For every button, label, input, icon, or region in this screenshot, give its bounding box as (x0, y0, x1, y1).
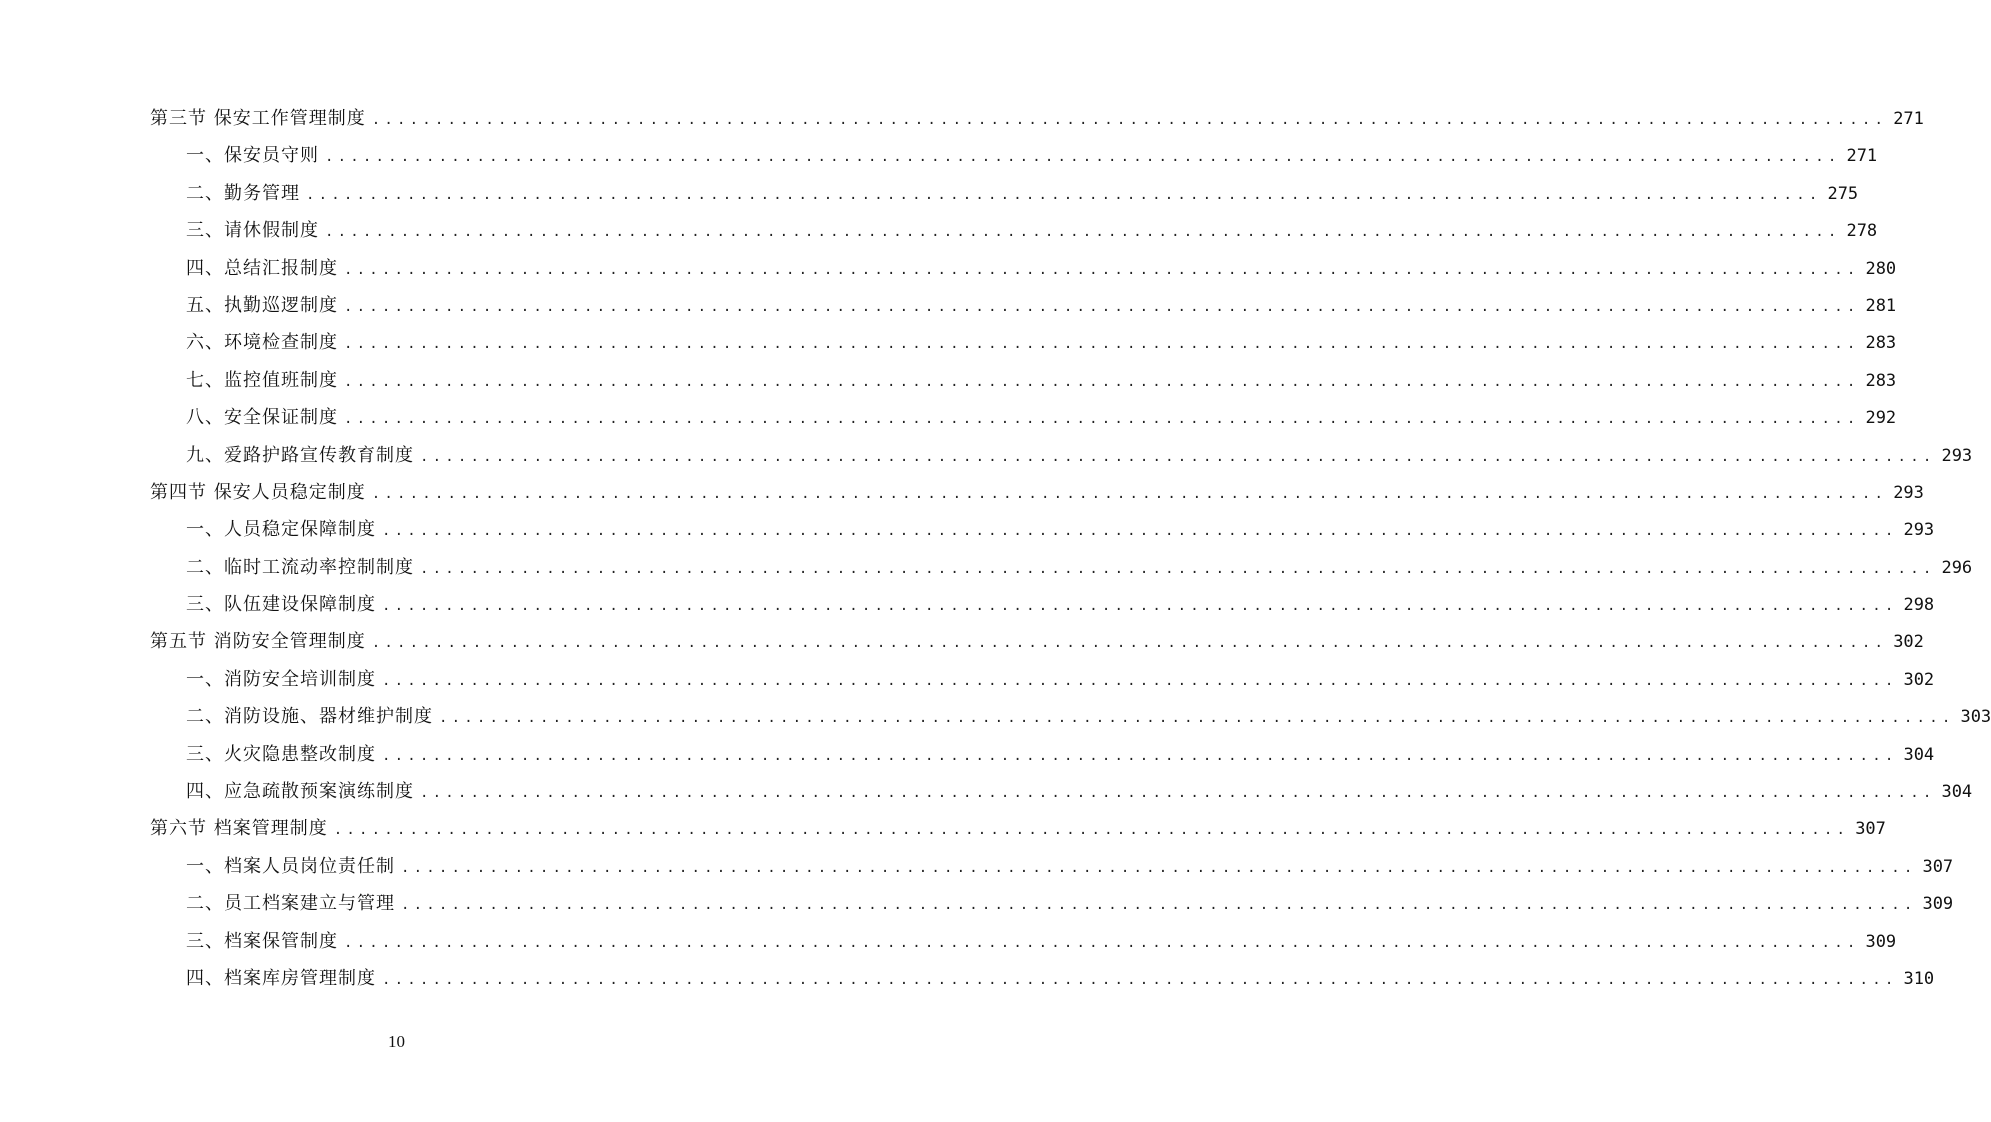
toc-entry-page-number: 283 (1865, 333, 1897, 354)
toc-dot-leader: ........................................................................................................................ (382, 672, 1898, 689)
toc-item-entry[interactable] (150, 773, 1973, 810)
toc-dot-leader: ........................................................................................................................ (344, 336, 1860, 353)
toc-item-entry[interactable] (150, 324, 1897, 361)
toc-item-entry[interactable] (150, 137, 1878, 174)
toc-dot-leader: ........................................................................................................................ (371, 112, 1888, 128)
toc-entry-page-number: 309 (1865, 931, 1897, 952)
toc-entry-page-number: 278 (1846, 221, 1878, 242)
toc-item-entry[interactable] (150, 287, 1897, 324)
table-of-contents (150, 100, 1991, 997)
toc-entry-label: 一、人员稳定保障制度 (186, 519, 376, 541)
toc-dot-leader: ........................................................................................................................ (325, 149, 1841, 166)
toc-entry-label: 第四节 保安人员稳定制度 (150, 481, 366, 503)
toc-entry-label: 一、消防安全培训制度 (186, 668, 376, 690)
toc-entry-page-number: 281 (1865, 295, 1897, 316)
toc-entry-label: 第六节 档案管理制度 (150, 818, 328, 840)
toc-dot-leader: ........................................................................................................................ (420, 560, 1936, 577)
page-number: 10 (388, 1032, 405, 1051)
toc-entry-page-number: 271 (1893, 109, 1924, 129)
toc-item-entry[interactable] (150, 437, 1973, 474)
toc-dot-leader: ........................................................................................................................ (344, 411, 1860, 428)
toc-item-entry[interactable] (150, 736, 1935, 773)
toc-entry-label: 第五节 消防安全管理制度 (150, 631, 366, 653)
toc-entry-page-number: 303 (1960, 707, 1991, 728)
toc-dot-leader: ........................................................................................................................ (371, 485, 1888, 502)
toc-entry-page-number: 304 (1903, 744, 1935, 765)
toc-entry-label: 四、总结汇报制度 (186, 257, 338, 279)
toc-entry-label: 二、临时工流动率控制制度 (186, 556, 414, 578)
toc-entry-page-number: 293 (1903, 520, 1935, 541)
toc-entry-page-number: 307 (1855, 819, 1886, 840)
toc-section-entry[interactable] (150, 100, 1924, 137)
toc-dot-leader: ........................................................................................................................ (344, 934, 1860, 951)
toc-item-entry[interactable] (150, 960, 1935, 997)
toc-section-entry[interactable] (150, 810, 1886, 847)
toc-section-entry[interactable] (150, 474, 1924, 511)
toc-entry-label: 二、勤务管理 (186, 182, 300, 204)
toc-dot-leader: ........................................................................................................................ (420, 448, 1936, 465)
toc-entry-label: 三、队伍建设保障制度 (186, 594, 376, 616)
toc-entry-label: 二、员工档案建立与管理 (186, 893, 395, 915)
toc-item-entry[interactable] (150, 175, 1859, 212)
toc-dot-leader: ........................................................................................................................ (306, 186, 1822, 203)
toc-entry-label: 三、请休假制度 (186, 220, 319, 242)
toc-dot-leader: ........................................................................................................................ (344, 261, 1860, 278)
toc-entry-page-number: 296 (1941, 557, 1973, 578)
toc-entry-label: 七、监控值班制度 (186, 369, 338, 391)
toc-entry-label: 一、保安员守则 (186, 145, 319, 167)
toc-entry-label: 四、应急疏散预案演练制度 (186, 781, 414, 803)
toc-item-entry[interactable] (150, 923, 1897, 960)
toc-section-entry[interactable] (150, 623, 1924, 660)
toc-entry-label: 四、档案库房管理制度 (186, 967, 376, 989)
toc-item-entry[interactable] (150, 362, 1897, 399)
toc-entry-label: 八、安全保证制度 (186, 407, 338, 429)
toc-entry-label: 第三节 保安工作管理制度 (150, 108, 366, 129)
toc-dot-leader: ........................................................................................................................ (401, 897, 1917, 914)
toc-dot-leader: ........................................................................................................................ (420, 785, 1936, 802)
toc-dot-leader: ........................................................................................................................ (382, 523, 1898, 540)
toc-entry-page-number: 304 (1941, 782, 1973, 803)
toc-entry-label: 三、火灾隐患整改制度 (186, 743, 376, 765)
toc-entry-page-number: 293 (1893, 482, 1924, 503)
toc-item-entry[interactable] (150, 698, 1991, 735)
toc-dot-leader: ........................................................................................................................ (439, 710, 1955, 727)
toc-item-entry[interactable] (150, 399, 1897, 436)
toc-item-entry[interactable] (150, 212, 1878, 249)
toc-entry-page-number: 293 (1941, 445, 1973, 466)
toc-entry-page-number: 302 (1903, 669, 1935, 690)
toc-item-entry[interactable] (150, 661, 1935, 698)
toc-entry-label: 六、环境检查制度 (186, 332, 338, 354)
toc-dot-leader: ........................................................................................................................ (325, 224, 1841, 241)
toc-item-entry[interactable] (150, 549, 1973, 586)
toc-entry-label: 二、消防设施、器材维护制度 (186, 706, 433, 728)
toc-item-entry[interactable] (150, 586, 1935, 623)
toc-dot-leader: ........................................................................................................................ (401, 859, 1917, 876)
toc-item-entry[interactable] (150, 511, 1935, 548)
toc-dot-leader: ........................................................................................................................ (333, 822, 1850, 839)
toc-entry-page-number: 298 (1903, 595, 1935, 616)
toc-entry-page-number: 292 (1865, 408, 1897, 429)
toc-item-entry[interactable] (150, 848, 1954, 885)
toc-item-entry[interactable] (150, 885, 1954, 922)
toc-dot-leader: ........................................................................................................................ (344, 373, 1860, 390)
toc-dot-leader: ........................................................................................................................ (382, 971, 1898, 988)
toc-dot-leader: ........................................................................................................................ (344, 298, 1860, 315)
toc-entry-label: 一、档案人员岗位责任制 (186, 855, 395, 877)
toc-entry-label: 五、执勤巡逻制度 (186, 294, 338, 316)
toc-dot-leader: ........................................................................................................................ (382, 598, 1898, 615)
toc-dot-leader: ........................................................................................................................ (382, 747, 1898, 764)
toc-entry-page-number: 275 (1827, 183, 1859, 204)
toc-entry-page-number: 280 (1865, 258, 1897, 279)
toc-entry-label: 九、爱路护路宣传教育制度 (186, 444, 414, 466)
toc-entry-page-number: 309 (1922, 894, 1954, 915)
toc-entry-page-number: 271 (1846, 146, 1878, 167)
toc-entry-page-number: 302 (1893, 632, 1924, 653)
toc-entry-label: 三、档案保管制度 (186, 930, 338, 952)
toc-entry-page-number: 307 (1922, 856, 1954, 877)
toc-item-entry[interactable] (150, 250, 1897, 287)
toc-entry-page-number: 310 (1903, 968, 1935, 989)
toc-dot-leader: ........................................................................................................................ (371, 635, 1888, 652)
toc-entry-page-number: 283 (1865, 370, 1897, 391)
